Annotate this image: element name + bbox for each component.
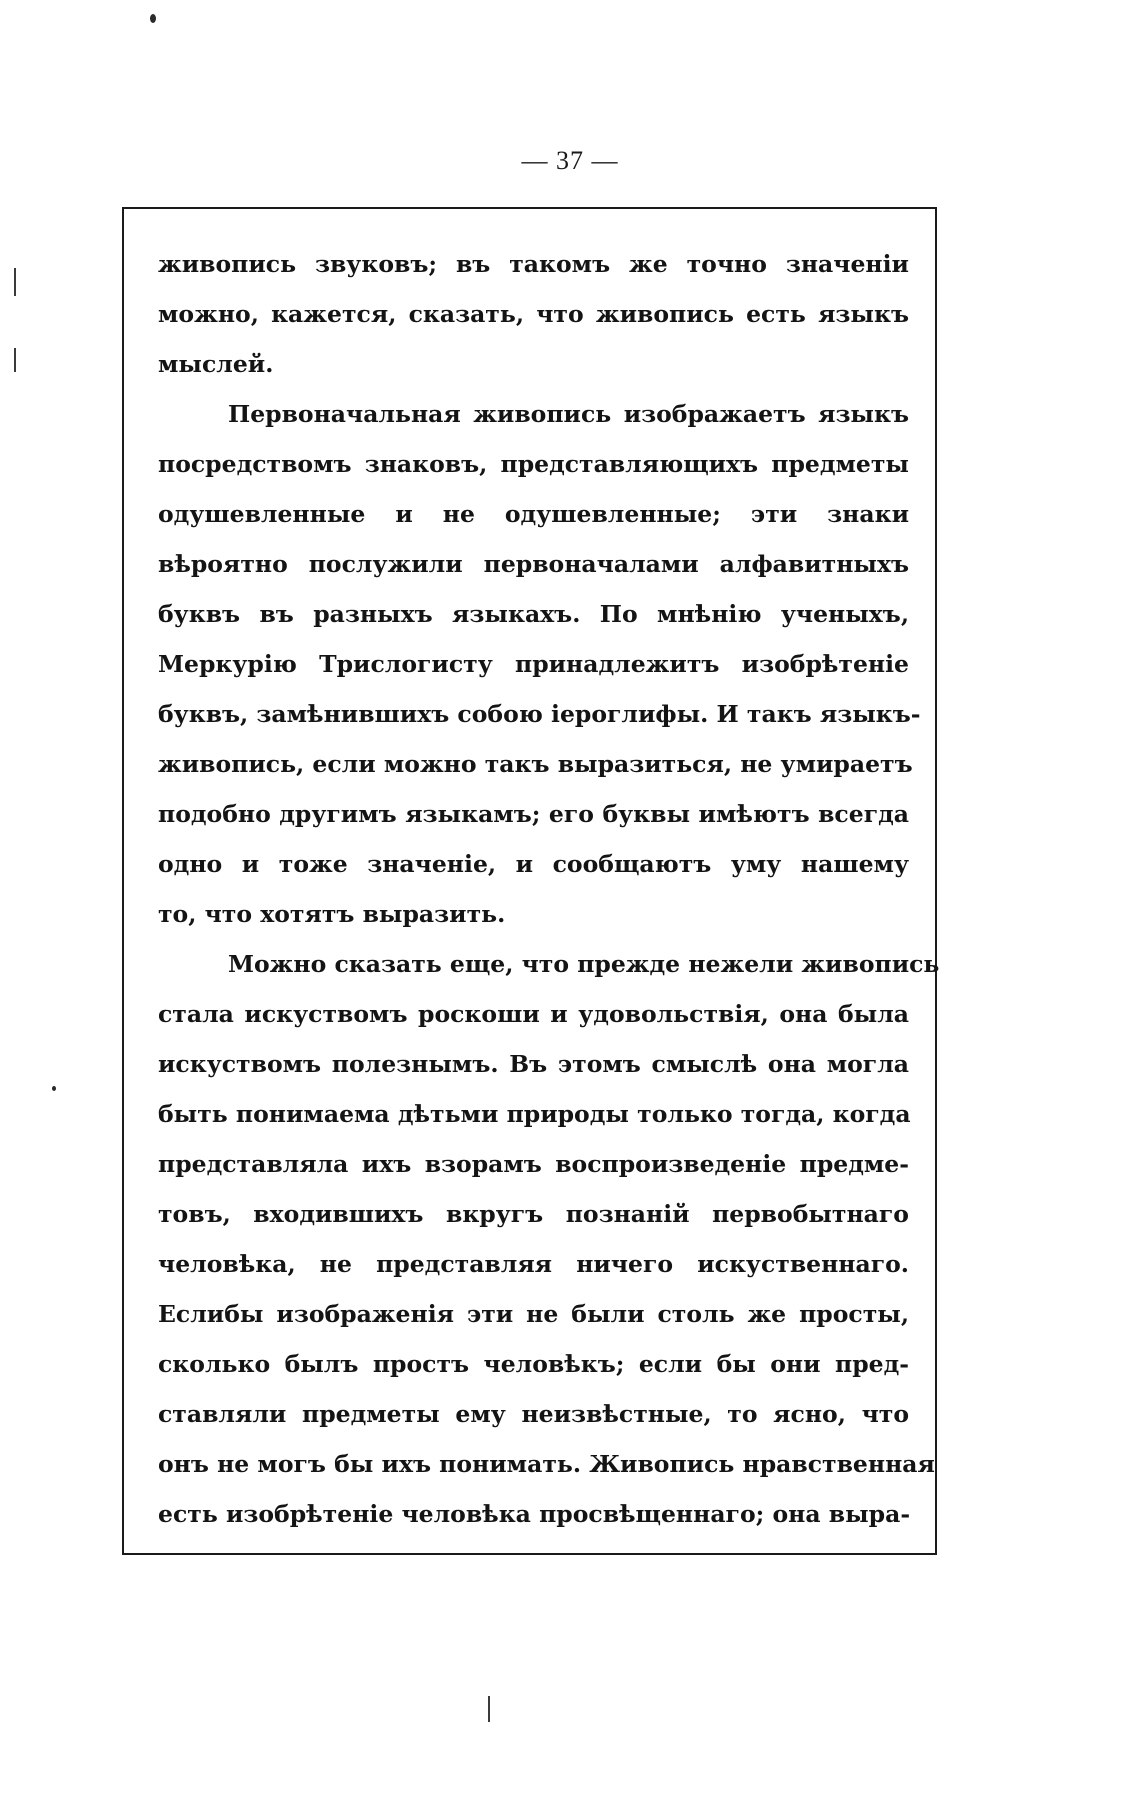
- text-line: товъ, входившихъ вкругъ познанiй первобытнаго: [158, 1200, 909, 1228]
- body-text: [158, 239, 940, 1539]
- text-line: стала искуствомъ роскоши и удовольствiя, она была: [158, 1000, 909, 1028]
- scan-mark: [14, 268, 16, 296]
- text-line: человѣка, не представляя ничего искуственнаго.: [158, 1250, 909, 1278]
- text-line: искуствомъ полезнымъ. Въ этомъ смыслѣ она могла: [158, 1050, 909, 1078]
- text-line: можно, кажется, сказать, что живопись есть языкъ: [158, 300, 909, 328]
- text-line: буквъ въ разныхъ языкахъ. По мнѣнiю ученыхъ,: [158, 600, 909, 628]
- text-line: Можно сказать еще, что прежде нежели живопись: [228, 950, 940, 978]
- text-line: вѣроятно послужили первоначалами алфавитныхъ: [158, 550, 909, 578]
- text-line: Меркурiю Трислогисту принадлежитъ изобрѣтенiе: [158, 650, 909, 678]
- text-line: посредствомъ знаковъ, представляющихъ предметы: [158, 450, 909, 478]
- text-line: онъ не могъ бы ихъ понимать. Живопись нравственная: [158, 1450, 935, 1478]
- text-line: ставляли предметы ему неизвѣстные, то ясно, что: [158, 1400, 909, 1428]
- text-line: сколько былъ простъ человѣкъ; если бы они пред-: [158, 1350, 909, 1378]
- text-line: одно и тоже значенiе, и сообщаютъ уму нашему: [158, 850, 909, 878]
- text-line: буквъ, замѣнившихъ собою iероглифы. И такъ языкъ-: [158, 700, 921, 728]
- scan-mark: [14, 348, 16, 372]
- page-number: — 37 —: [521, 146, 619, 175]
- text-line: подобно другимъ языкамъ; его буквы имѣютъ всегда: [158, 800, 909, 828]
- scan-mark: [488, 1696, 490, 1722]
- text-line: быть понимаема дѣтьми природы только тогда, когда: [158, 1100, 911, 1128]
- text-line: мыслей.: [158, 350, 274, 378]
- text-line: живопись звуковъ; въ такомъ же точно значенiи: [158, 250, 909, 278]
- text-line: есть изобрѣтенiе человѣка просвѣщеннаго; она выра-: [158, 1500, 911, 1528]
- text-line: Еслибы изображенiя эти не были столь же просты,: [158, 1300, 909, 1328]
- text-line: Первоначальная живопись изображаетъ языкъ: [228, 400, 909, 428]
- scan-speck: [150, 14, 156, 23]
- text-line: то, что хотятъ выразить.: [158, 900, 506, 928]
- text-line: представляла ихъ взорамъ воспроизведенiе предме-: [158, 1150, 909, 1178]
- text-line: одушевленные и не одушевленные; эти знаки: [158, 500, 909, 528]
- scan-speck: [52, 1086, 56, 1091]
- text-line: живопись, если можно такъ выразиться, не умираетъ: [158, 750, 913, 778]
- text-frame: [122, 207, 940, 1555]
